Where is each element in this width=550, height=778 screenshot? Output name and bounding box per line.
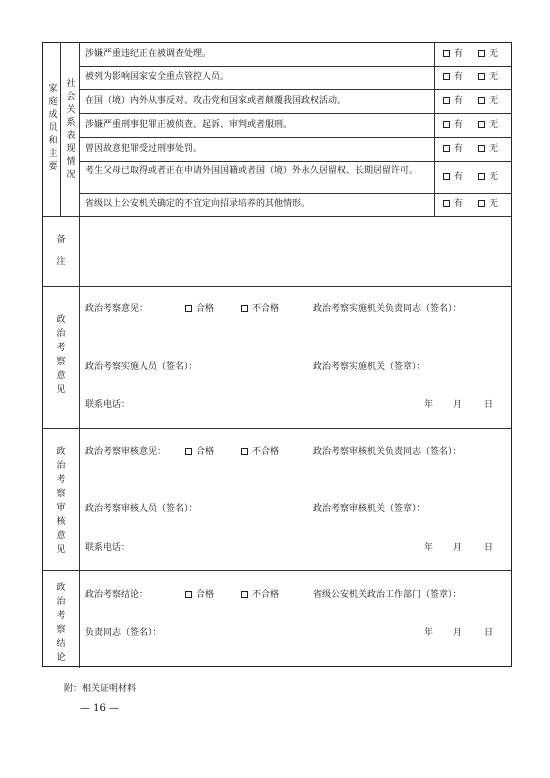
leader-signature: 政治考察审核机关负责同志（签名）： [313, 447, 462, 457]
dept-seal: 省级公安机关政治工作部门（签章）： [313, 590, 462, 600]
checkbox-icon[interactable] [478, 200, 485, 207]
checkbox-icon[interactable] [443, 145, 450, 152]
date-month: 月 [453, 400, 463, 410]
divider [60, 43, 61, 216]
date-year: 年 [424, 628, 434, 638]
phone-label: 联系电话： [85, 543, 131, 553]
date-year: 年 [424, 400, 434, 410]
checkbox-icon[interactable] [443, 173, 450, 180]
divider [43, 570, 511, 571]
date-day: 日 [484, 628, 494, 638]
conclusion-field-label: 政治考察结论： [85, 590, 149, 600]
divider [434, 43, 435, 216]
fail-option[interactable]: 不合格 [241, 447, 279, 458]
leader-signature: 政治考察实施机关负责同志（签名）： [313, 304, 462, 314]
no-option[interactable]: 无 [478, 172, 498, 183]
divider [79, 66, 511, 67]
checkbox-icon[interactable] [241, 591, 248, 598]
org-seal: 政治考察实施机关（签章）： [313, 362, 426, 372]
family-row-text: 被列为影响国家安全重点管控人员。 [85, 72, 230, 82]
checkbox-icon[interactable] [241, 448, 248, 455]
phone-label: 联系电话： [85, 400, 131, 410]
checkbox-icon[interactable] [478, 73, 485, 80]
checkbox-icon[interactable] [478, 121, 485, 128]
checkbox-icon[interactable] [185, 591, 192, 598]
divider [79, 43, 80, 668]
family-row-text: 涉嫌严重违纪正在被调查处理。 [85, 49, 212, 59]
checkbox-icon[interactable] [478, 97, 485, 104]
review-label: 政治考察审核意见 [56, 447, 66, 555]
yes-option[interactable]: 有 [443, 72, 463, 83]
remarks-label: 备注 [56, 235, 66, 267]
leader-signature: 负责同志（签名）： [85, 628, 162, 638]
family-row-text: 省级以上公安机关确定的不宜定向招录培养的其他情形。 [85, 199, 311, 209]
conclusion-label: 政治考察结论 [56, 583, 66, 663]
org-seal: 政治考察审核机关（签章）： [313, 504, 426, 514]
divider [79, 113, 511, 114]
family-row-text: 在国（境）内外从事反对、攻击党和国家或者颠覆我国政权活动。 [85, 96, 347, 106]
opinion-field-label: 政治考察意见： [85, 304, 149, 314]
divider [79, 161, 511, 162]
checkbox-icon[interactable] [443, 73, 450, 80]
attachment-note: 附：相关证明材料 [64, 684, 137, 694]
pass-option[interactable]: 合格 [185, 590, 214, 601]
opinion-label: 政治考察意见 [56, 315, 66, 395]
date-month: 月 [453, 628, 463, 638]
family-row-text: 考生父母已取得或者正在申请外国国籍或者国（境）外永久居留权、长期居留许可。 [85, 166, 419, 176]
divider [79, 137, 511, 138]
no-option[interactable]: 无 [478, 72, 498, 83]
yes-option[interactable]: 有 [443, 120, 463, 131]
checkbox-icon[interactable] [185, 448, 192, 455]
political-review-form [42, 42, 512, 667]
checkbox-icon[interactable] [443, 50, 450, 57]
checkbox-icon[interactable] [478, 173, 485, 180]
no-option[interactable]: 无 [478, 96, 498, 107]
checkbox-icon[interactable] [443, 121, 450, 128]
staff-signature: 政治考察审核人员（签名）： [85, 504, 198, 514]
yes-option[interactable]: 有 [443, 144, 463, 155]
fail-option[interactable]: 不合格 [241, 590, 279, 601]
family-outer-label: 家庭成员和主要 [48, 84, 58, 172]
family-inner-label: 社会关系表现情况 [66, 79, 76, 180]
yes-option[interactable]: 有 [443, 49, 463, 60]
date-month: 月 [453, 543, 463, 553]
checkbox-icon[interactable] [241, 305, 248, 312]
family-row-text: 涉嫌严重刑事犯罪正被侦查、起诉、审判或者服刑。 [85, 120, 293, 130]
fail-option[interactable]: 不合格 [241, 304, 279, 315]
pass-option[interactable]: 合格 [185, 304, 214, 315]
divider [79, 89, 511, 90]
checkbox-icon[interactable] [443, 97, 450, 104]
no-option[interactable]: 无 [478, 49, 498, 60]
checkbox-icon[interactable] [443, 200, 450, 207]
no-option[interactable]: 无 [478, 120, 498, 131]
checkbox-icon[interactable] [478, 145, 485, 152]
yes-option[interactable]: 有 [443, 96, 463, 107]
checkbox-icon[interactable] [185, 305, 192, 312]
yes-option[interactable]: 有 [443, 172, 463, 183]
page-number: — 16 — [80, 703, 120, 714]
date-year: 年 [424, 543, 434, 553]
pass-option[interactable]: 合格 [185, 447, 214, 458]
staff-signature: 政治考察实施人员（签名）： [85, 362, 198, 372]
divider [43, 216, 511, 217]
no-option[interactable]: 无 [478, 199, 498, 210]
divider [43, 428, 511, 429]
no-option[interactable]: 无 [478, 144, 498, 155]
review-field-label: 政治考察审核意见： [85, 447, 167, 457]
yes-option[interactable]: 有 [443, 199, 463, 210]
date-day: 日 [484, 543, 494, 553]
divider [79, 193, 511, 194]
remarks-field[interactable] [81, 218, 509, 284]
family-row-text: 曾因故意犯罪受过刑事处罚。 [85, 144, 203, 154]
checkbox-icon[interactable] [478, 50, 485, 57]
date-day: 日 [484, 400, 494, 410]
divider [43, 286, 511, 287]
